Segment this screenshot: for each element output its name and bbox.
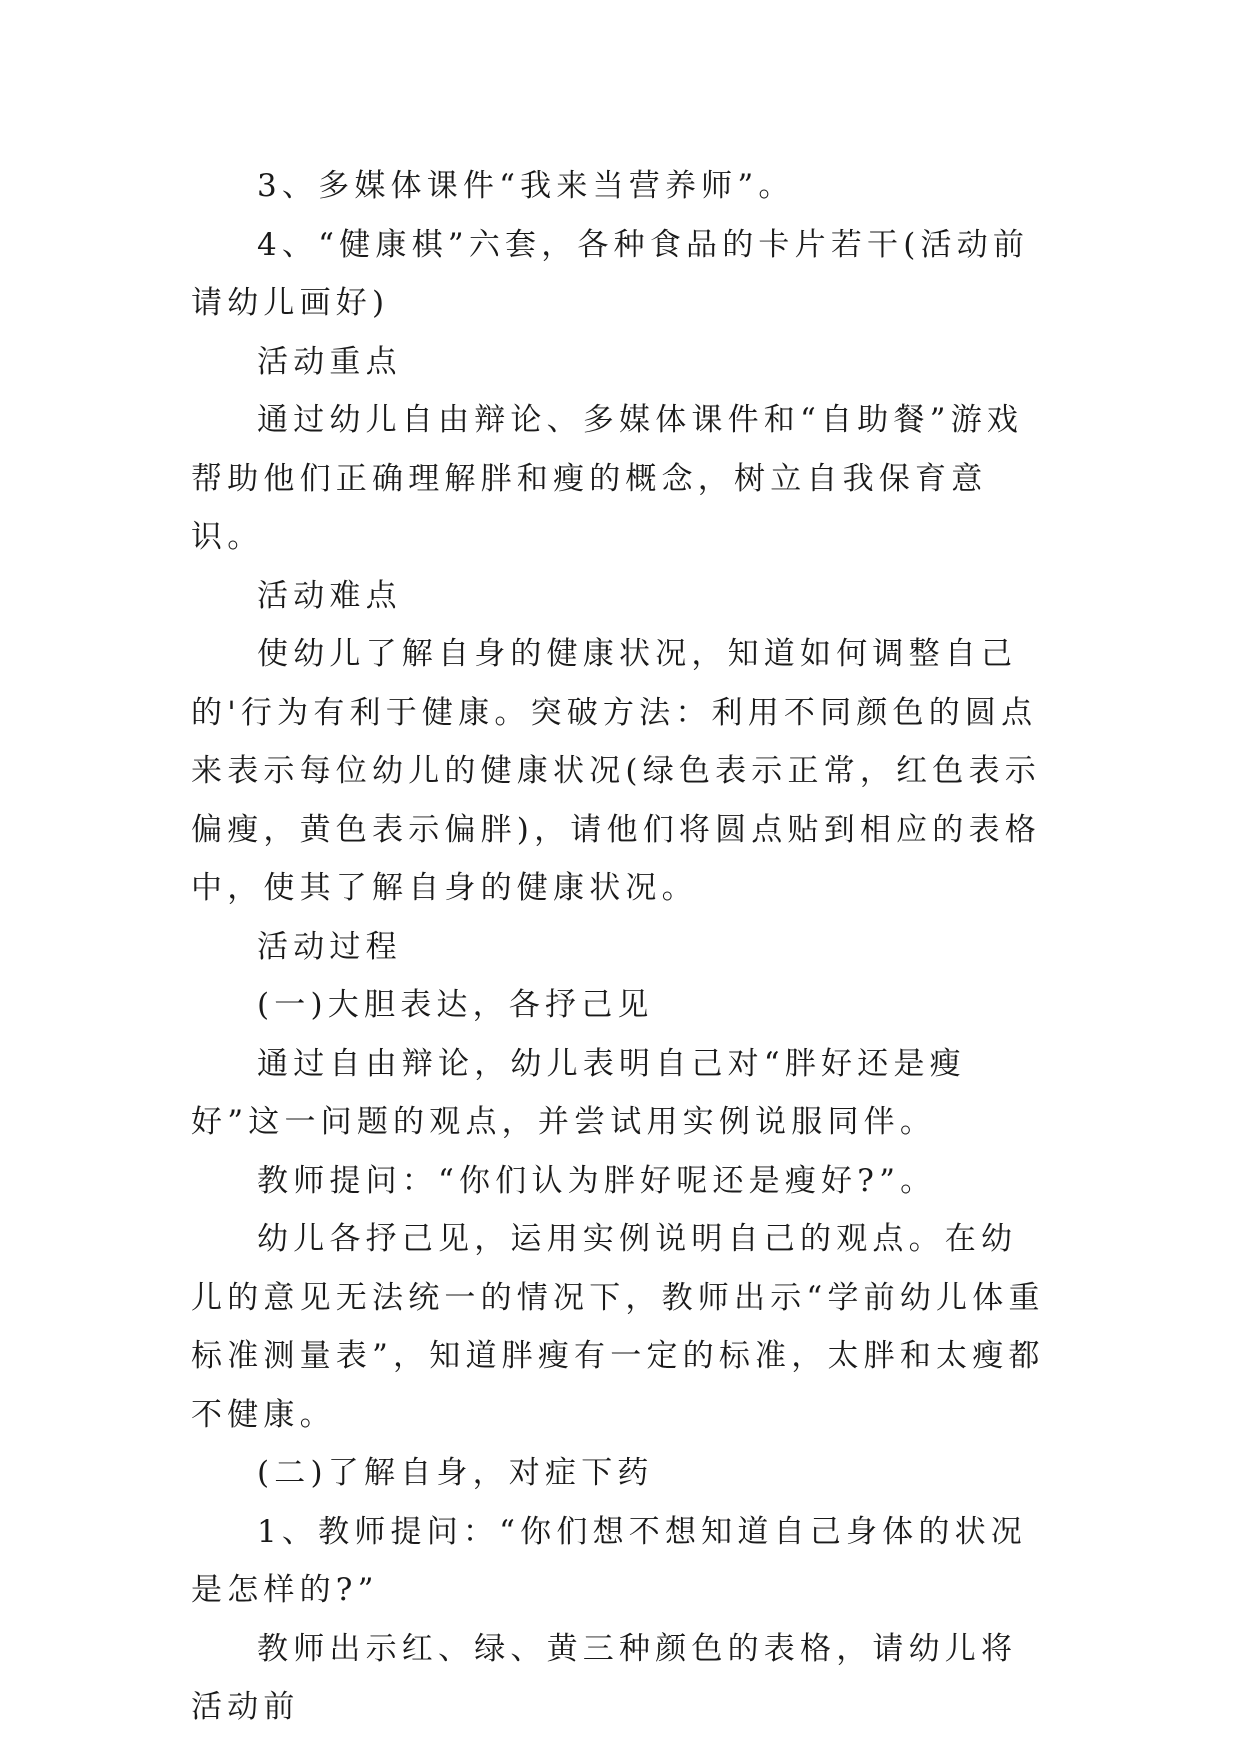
- paragraph-debate: 通过自由辩论，幼儿表明自己对“胖好还是瘦好”这一问题的观点，并尝试用实例说服同伴。: [191, 1045, 966, 1140]
- subheading-part-1: (一)大胆表达，各抒己见: [257, 987, 654, 1023]
- document-body: [191, 157, 1051, 1737]
- paragraph-difficulties: 使幼儿了解自身的健康状况，知道如何调整自己的'行为有利于健康。突破方法：利用不同颜色的圆点来表示每位幼儿的健康状况(绿色表示正常，红色表示偏瘦，黄色表示偏胖)，请他们将圆点贴到相应的表格中，使其了解自身的健康状况。: [191, 636, 1041, 906]
- heading-process: 活动过程: [257, 928, 402, 965]
- paragraph-teacher-question-1: 教师提问：“你们认为胖好呢还是瘦好?”。: [257, 1162, 937, 1199]
- subheading-part-2: (二)了解自身，对症下药: [257, 1455, 654, 1491]
- paragraph-key-points: 通过幼儿自由辩论、多媒体课件和“自助餐”游戏帮助他们正确理解胖和瘦的概念，树立自我保育意识。: [191, 402, 1024, 555]
- paragraph-color-table: 教师出示红、绿、黄三种颜色的表格，请幼儿将活动前: [191, 1630, 1018, 1725]
- heading-difficulties: 活动难点: [257, 577, 402, 614]
- paragraph-material-3: 3、多媒体课件“我来当营养师”。: [257, 168, 795, 204]
- paragraph-teacher-question-2: 1、教师提问：“你们想不想知道自己身体的状况是怎样的?”: [191, 1513, 1027, 1608]
- paragraph-material-4: 4、“健康棋”六套，各种食品的卡片若干(活动前请幼儿画好): [191, 226, 1030, 321]
- paragraph-children-opinions: 幼儿各抒己见，运用实例说明自己的观点。在幼儿的意见无法统一的情况下，教师出示“学前幼儿体重标准测量表”，知道胖瘦有一定的标准，太胖和太瘦都不健康。: [191, 1221, 1045, 1433]
- heading-key-points: 活动重点: [257, 343, 402, 380]
